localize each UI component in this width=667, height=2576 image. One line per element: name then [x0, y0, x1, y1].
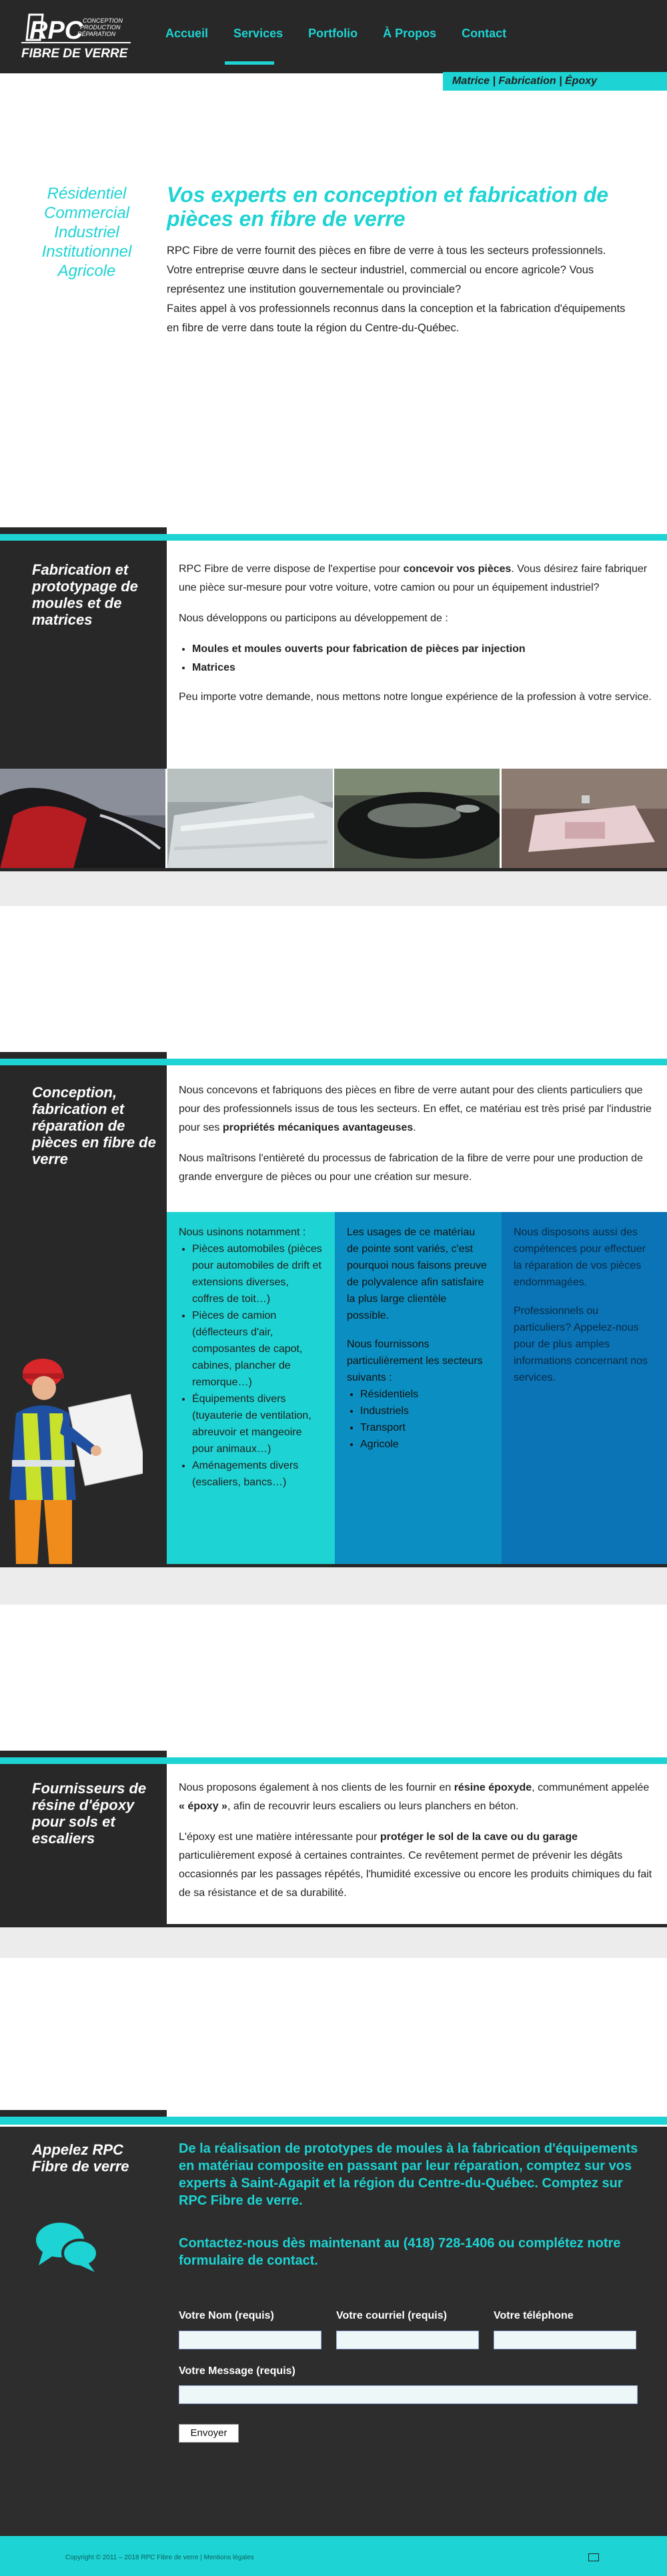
paragraph — [179, 1081, 654, 1137]
nav-contact[interactable]: Contact — [462, 27, 507, 40]
text-bold: protéger le sol de la cave ou du garage — [380, 1831, 578, 1843]
list-item: • Transport — [360, 1419, 490, 1436]
column-usinage — [167, 1212, 335, 1564]
intro-paragraph: RPC Fibre de verre fournit des pièces en fibre de verre à tous les secteurs professionnels. Votre entreprise œuvre dans le secteur industriel, commercial ou encore agricole? Vous représentez une institution gouvernementale ou provinciale? — [167, 245, 606, 295]
photo-vehicle-part — [0, 769, 165, 869]
section-title-conception: Conception, fabrication et réparation de pièces en fibre de verre — [32, 1084, 156, 1167]
section-topline — [0, 1757, 667, 1764]
svg-text:RÉPARATION: RÉPARATION — [77, 31, 116, 37]
email-field[interactable] — [336, 2331, 479, 2349]
list-item: • Pièces de camion (déflecteurs d'air, composantes de capot, cabines, plancher de remorque…) — [192, 1307, 323, 1391]
section-title-epoxy: Fournisseurs de résine d'époxy pour sols et escaliers — [32, 1780, 147, 1847]
list-item: • Équipements divers (tuyauterie de ventilation, abreuvoir et mangeoire pour animaux…) — [192, 1391, 323, 1457]
nav-services[interactable]: Services — [233, 27, 283, 40]
column-reparation — [502, 1212, 667, 1564]
feature-columns — [167, 1212, 667, 1564]
paragraph: Professionnels ou particuliers? Appelez-nous pour de plus amples informations concernant nos services. — [514, 1305, 648, 1383]
section-title-moules: Fabrication et prototypage de moules et de matrices — [32, 561, 138, 628]
section-topline — [0, 2117, 667, 2125]
section-conception-text — [179, 1081, 654, 1199]
sector-label: Institutionnel — [41, 243, 132, 261]
column-intro: Nous usinons notamment : — [179, 1227, 306, 1238]
text: Nous proposons également à nos clients de les fournir en — [179, 1782, 454, 1793]
list-item: • Matrices — [192, 659, 654, 677]
text: L'époxy est une matière intéressante pour — [179, 1831, 380, 1843]
list-item: • Industriels — [360, 1403, 490, 1419]
name-field[interactable] — [179, 2331, 321, 2349]
paragraph — [179, 560, 654, 597]
section-topline-dark — [0, 527, 167, 534]
list-item: • Agricole — [360, 1436, 490, 1453]
send-button[interactable]: Envoyer — [179, 2424, 239, 2443]
text-bold: « époxy » — [179, 1801, 227, 1812]
text: particulièrement exposé à certaines contraintes. Ce revêtement permet de prévenir les dégâts occasionnés par les passages répétés, l'humidité excessive ou encore les produits chimiques du fait de sa résistance et de sa durabilité. — [179, 1850, 652, 1899]
section-topline — [0, 1059, 667, 1065]
svg-text:FIBRE DE VERRE: FIBRE DE VERRE — [21, 47, 128, 61]
email-icon[interactable] — [588, 2553, 599, 2561]
list-item: • Pièces automobiles (pièces pour automobiles de drift et extensions diverses, coffres de toit…) — [192, 1241, 323, 1307]
nav-active-indicator — [225, 61, 274, 65]
sector-label: Industriel — [54, 223, 119, 241]
paragraph — [179, 1779, 654, 1816]
photo-mold — [167, 769, 333, 869]
site-header — [0, 0, 667, 73]
photo-part-table — [502, 769, 667, 869]
paragraph: Nous développons ou participons au développement de : — [179, 613, 448, 624]
contact-title: De la réalisation de prototypes de moules à la fabrication d'équipements en matériau composite en passant par leur réparation, comptez sur vos experts à Saint-Agapit et la région du Centre-du-Québec. Comptez sur RPC Fibre de verre. — [179, 2141, 638, 2208]
phone-field[interactable] — [494, 2331, 636, 2349]
list-item: • Moules et moules ouverts pour fabrication de pièces par injection — [192, 640, 654, 659]
photo-hood — [334, 769, 500, 869]
text-bold: concevoir vos pièces — [403, 563, 512, 575]
contact-subtitle: Contactez-nous dès maintenant au (418) 728-1406 ou complétez notre formulaire de contact. — [179, 2236, 621, 2268]
section-epoxy-text — [179, 1779, 654, 1915]
main-nav — [165, 24, 532, 43]
text: . — [413, 1122, 416, 1133]
chat-bubbles-icon — [33, 2220, 100, 2273]
sector-label: Commercial — [43, 204, 129, 222]
section-topline-dark — [0, 2110, 167, 2117]
sector-label: Résidentiel — [47, 185, 127, 203]
column-usages — [335, 1212, 502, 1564]
section-footer-band — [0, 1927, 667, 1958]
list — [192, 640, 654, 677]
paragraph — [179, 1828, 654, 1903]
text: RPC Fibre de verre dispose de l'expertise pour — [179, 563, 404, 575]
text: Nous concevons et fabriquons des pièces en fibre de verre autant pour des clients particuliers que pour des professionnels issus de tous les secteurs. En effet, ce matériau est très prisé par l'industrie pour ses — [179, 1085, 652, 1133]
contact-side-title: Appelez RPC Fibre de verre — [32, 2141, 129, 2175]
text-bold: résine époxyde — [454, 1782, 532, 1793]
name-label: Votre Nom (requis) — [179, 2310, 274, 2321]
list — [360, 1386, 490, 1453]
paragraph: Nous fournissons particulièrement les secteurs suivants : — [347, 1339, 483, 1383]
rpc-logo[interactable] — [17, 9, 136, 64]
intro-sectors — [27, 184, 147, 281]
paragraph: Nous maîtrisons l'entièreté du processus de fabrication de la fibre de verre pour une production de grande envergure de pièces ou pour une création sur mesure. — [179, 1153, 643, 1183]
email-label: Votre courriel (requis) — [336, 2310, 447, 2321]
intro-paragraph: Faites appel à vos professionnels reconnus dans la conception et la fabrication d'équipements en fibre de verre dans toute la région du Centre-du-Québec. — [167, 303, 626, 334]
text-bold: propriétés mécaniques avantageuses — [222, 1122, 414, 1133]
section-moules-text — [179, 560, 654, 719]
svg-text:CONCEPTION: CONCEPTION — [83, 17, 123, 24]
svg-text:RPC: RPC — [29, 17, 83, 45]
section-topline-dark — [0, 1052, 167, 1059]
nav-a-propos[interactable]: À Propos — [383, 27, 437, 40]
page-title: Vos experts en conception et fabrication de pièces en fibre de verre — [167, 183, 609, 231]
section-footer-band — [0, 1567, 667, 1605]
svg-text:PRODUCTION: PRODUCTION — [80, 24, 121, 31]
paragraph: Nous disposons aussi des compétences pour effectuer la réparation de vos pièces endommagées. — [514, 1227, 646, 1288]
sector-label: Agricole — [57, 262, 116, 280]
header-tagline: Matrice | Fabrication | Époxy — [443, 72, 667, 91]
list — [192, 1241, 323, 1491]
section-topline — [0, 534, 667, 541]
section-footer-band — [0, 871, 667, 906]
intro-text — [167, 241, 627, 338]
message-label: Votre Message (requis) — [179, 2365, 295, 2377]
list-item: • Résidentiels — [360, 1386, 490, 1403]
section-topline-dark — [0, 1751, 167, 1757]
text: , communément appelée — [532, 1782, 650, 1793]
paragraph: Peu importe votre demande, nous mettons notre longue expérience de la profession à votre service. — [179, 691, 652, 703]
nav-accueil[interactable]: Accueil — [165, 27, 209, 40]
list-item: • Aménagements divers (escaliers, bancs…) — [192, 1457, 323, 1491]
text: . Vous désirez faire fabriquer une pièce sur-mesure pour votre voiture, votre camion ou pour un équipement industriel? — [179, 563, 648, 593]
copyright-text[interactable]: Copyright © 2011 – 2018 RPC Fibre de verre | Mentions légales — [65, 2554, 254, 2561]
phone-label: Votre téléphone — [494, 2310, 574, 2321]
worker-illustration — [3, 1347, 143, 1567]
nav-portfolio[interactable]: Portfolio — [308, 27, 358, 40]
text: , afin de recouvrir leurs escaliers ou leurs planchers en béton. — [227, 1801, 519, 1812]
photo-strip — [0, 769, 667, 869]
message-field[interactable] — [179, 2385, 638, 2404]
paragraph: Les usages de ce matériau de pointe sont variés, c'est pourquoi nous faisons preuve de polyvalence afin satisfaire la plus large clientèle possible. — [347, 1227, 487, 1321]
